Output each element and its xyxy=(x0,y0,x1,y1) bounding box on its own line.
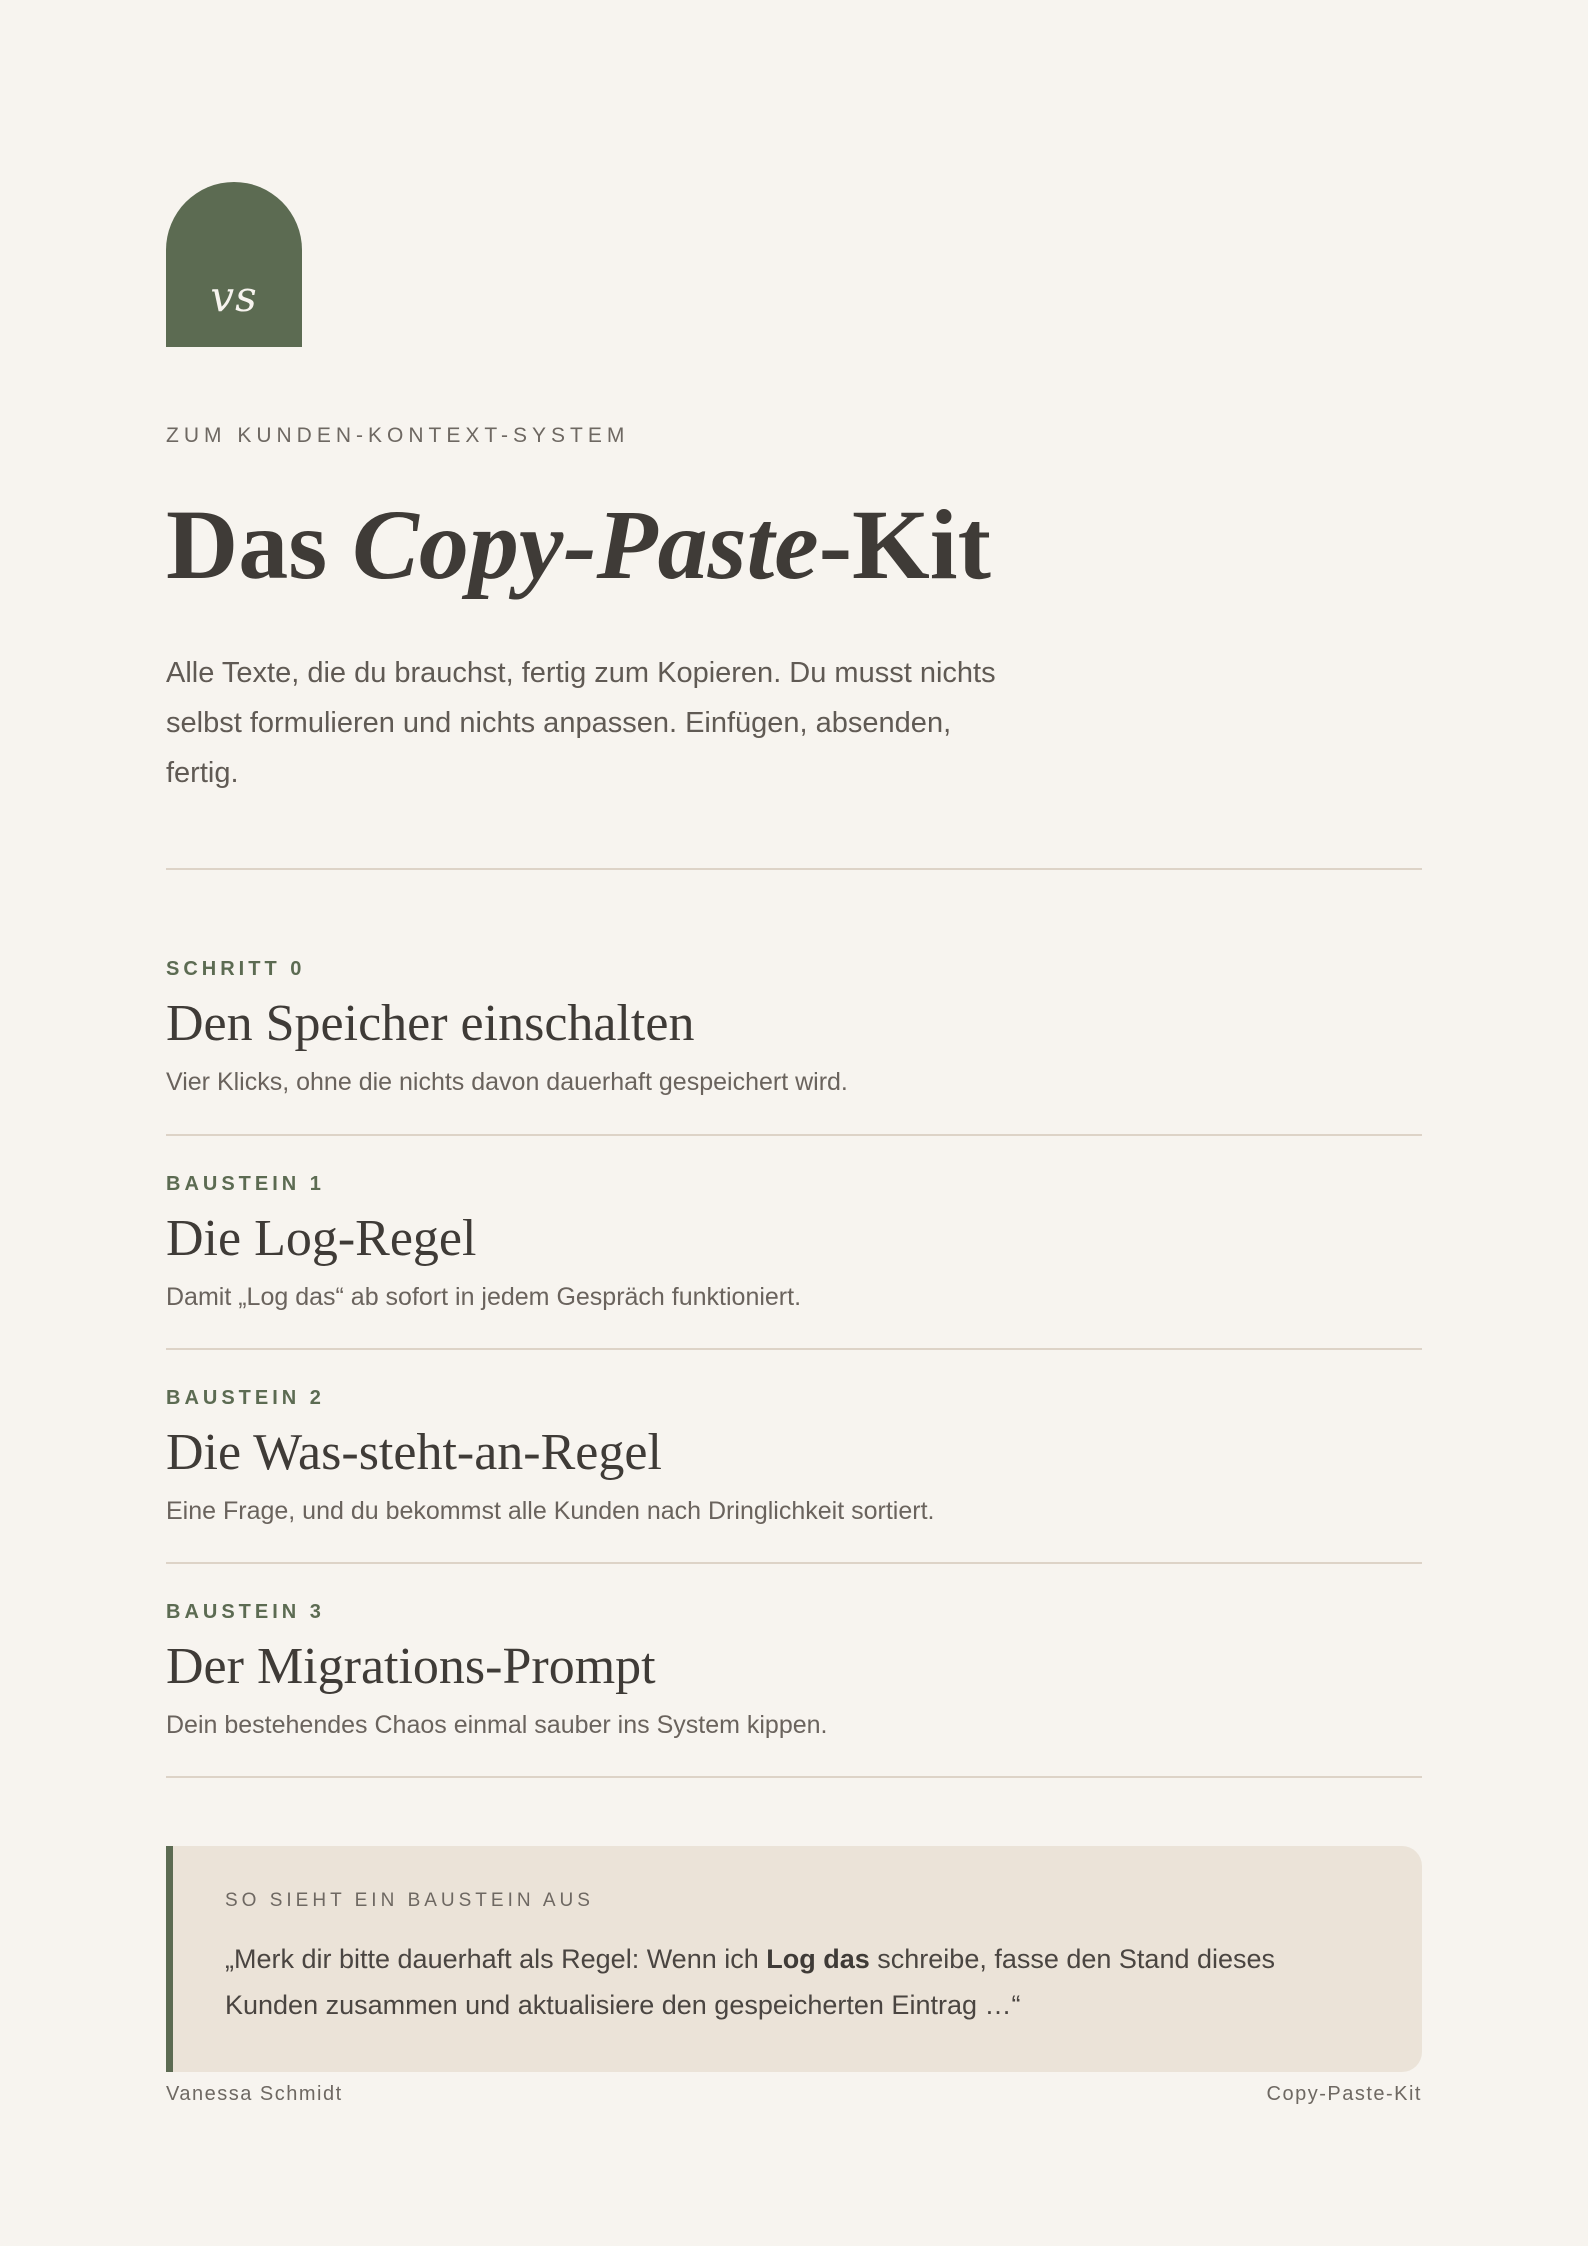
section-description: Vier Klicks, ohne die nichts davon dauerhaft gespeichert wird. xyxy=(166,1068,848,1097)
section-description: Dein bestehendes Chaos einmal sauber ins System kippen. xyxy=(166,1711,828,1740)
section-label: BAUSTEIN 1 xyxy=(166,1173,325,1195)
divider xyxy=(166,1348,1422,1350)
section-description: Eine Frage, und du bekommst alle Kunden nach Dringlichkeit sortiert. xyxy=(166,1497,935,1526)
divider xyxy=(166,1134,1422,1136)
divider xyxy=(166,1776,1422,1778)
example-quote xyxy=(225,1936,1370,2028)
document-page xyxy=(166,0,1422,2246)
section-baustein-2 xyxy=(166,1387,1422,1526)
section-heading: Der Migrations-Prompt xyxy=(166,1638,656,1695)
footer-author: Vanessa Schmidt xyxy=(166,2083,343,2105)
logo-initials: vs xyxy=(210,272,258,321)
page-title xyxy=(166,490,991,600)
footer-document-name: Copy-Paste-Kit xyxy=(1266,2083,1422,2105)
quote-post: schreibe, fasse den Stand dieses Kunden zusammen und aktualisiere den gespeicherten Eintrag …“ xyxy=(225,1944,1276,2020)
eyebrow-label: ZUM KUNDEN-KONTEXT-SYSTEM xyxy=(166,424,630,447)
example-label: SO SIEHT EIN BAUSTEIN AUS xyxy=(225,1890,594,1911)
section-heading: Den Speicher einschalten xyxy=(166,995,695,1052)
logo-badge xyxy=(166,182,302,347)
section-label: SCHRITT 0 xyxy=(166,958,306,980)
title-pre: Das xyxy=(166,489,353,600)
section-step-0 xyxy=(166,958,1422,1097)
title-emphasis: Copy-Paste xyxy=(352,489,819,600)
divider xyxy=(166,1562,1422,1564)
title-post: -Kit xyxy=(818,489,991,600)
section-label: BAUSTEIN 3 xyxy=(166,1601,325,1623)
example-callout xyxy=(166,1846,1422,2072)
section-baustein-1 xyxy=(166,1173,1422,1312)
section-description: Damit „Log das“ ab sofort in jedem Gespräch funktioniert. xyxy=(166,1283,802,1312)
intro-paragraph: Alle Texte, die du brauchst, fertig zum Kopieren. Du musst nichts selbst formulieren und nichts anpassen. Einfügen, absenden, fertig. xyxy=(166,657,996,789)
section-heading: Die Was-steht-an-Regel xyxy=(166,1424,662,1481)
quote-pre: „Merk dir bitte dauerhaft als Regel: Wenn ich xyxy=(225,1944,767,1974)
section-heading: Die Log-Regel xyxy=(166,1210,477,1267)
divider xyxy=(166,868,1422,870)
section-label: BAUSTEIN 2 xyxy=(166,1387,325,1409)
quote-bold: Log das xyxy=(766,1944,870,1974)
section-baustein-3 xyxy=(166,1601,1422,1740)
